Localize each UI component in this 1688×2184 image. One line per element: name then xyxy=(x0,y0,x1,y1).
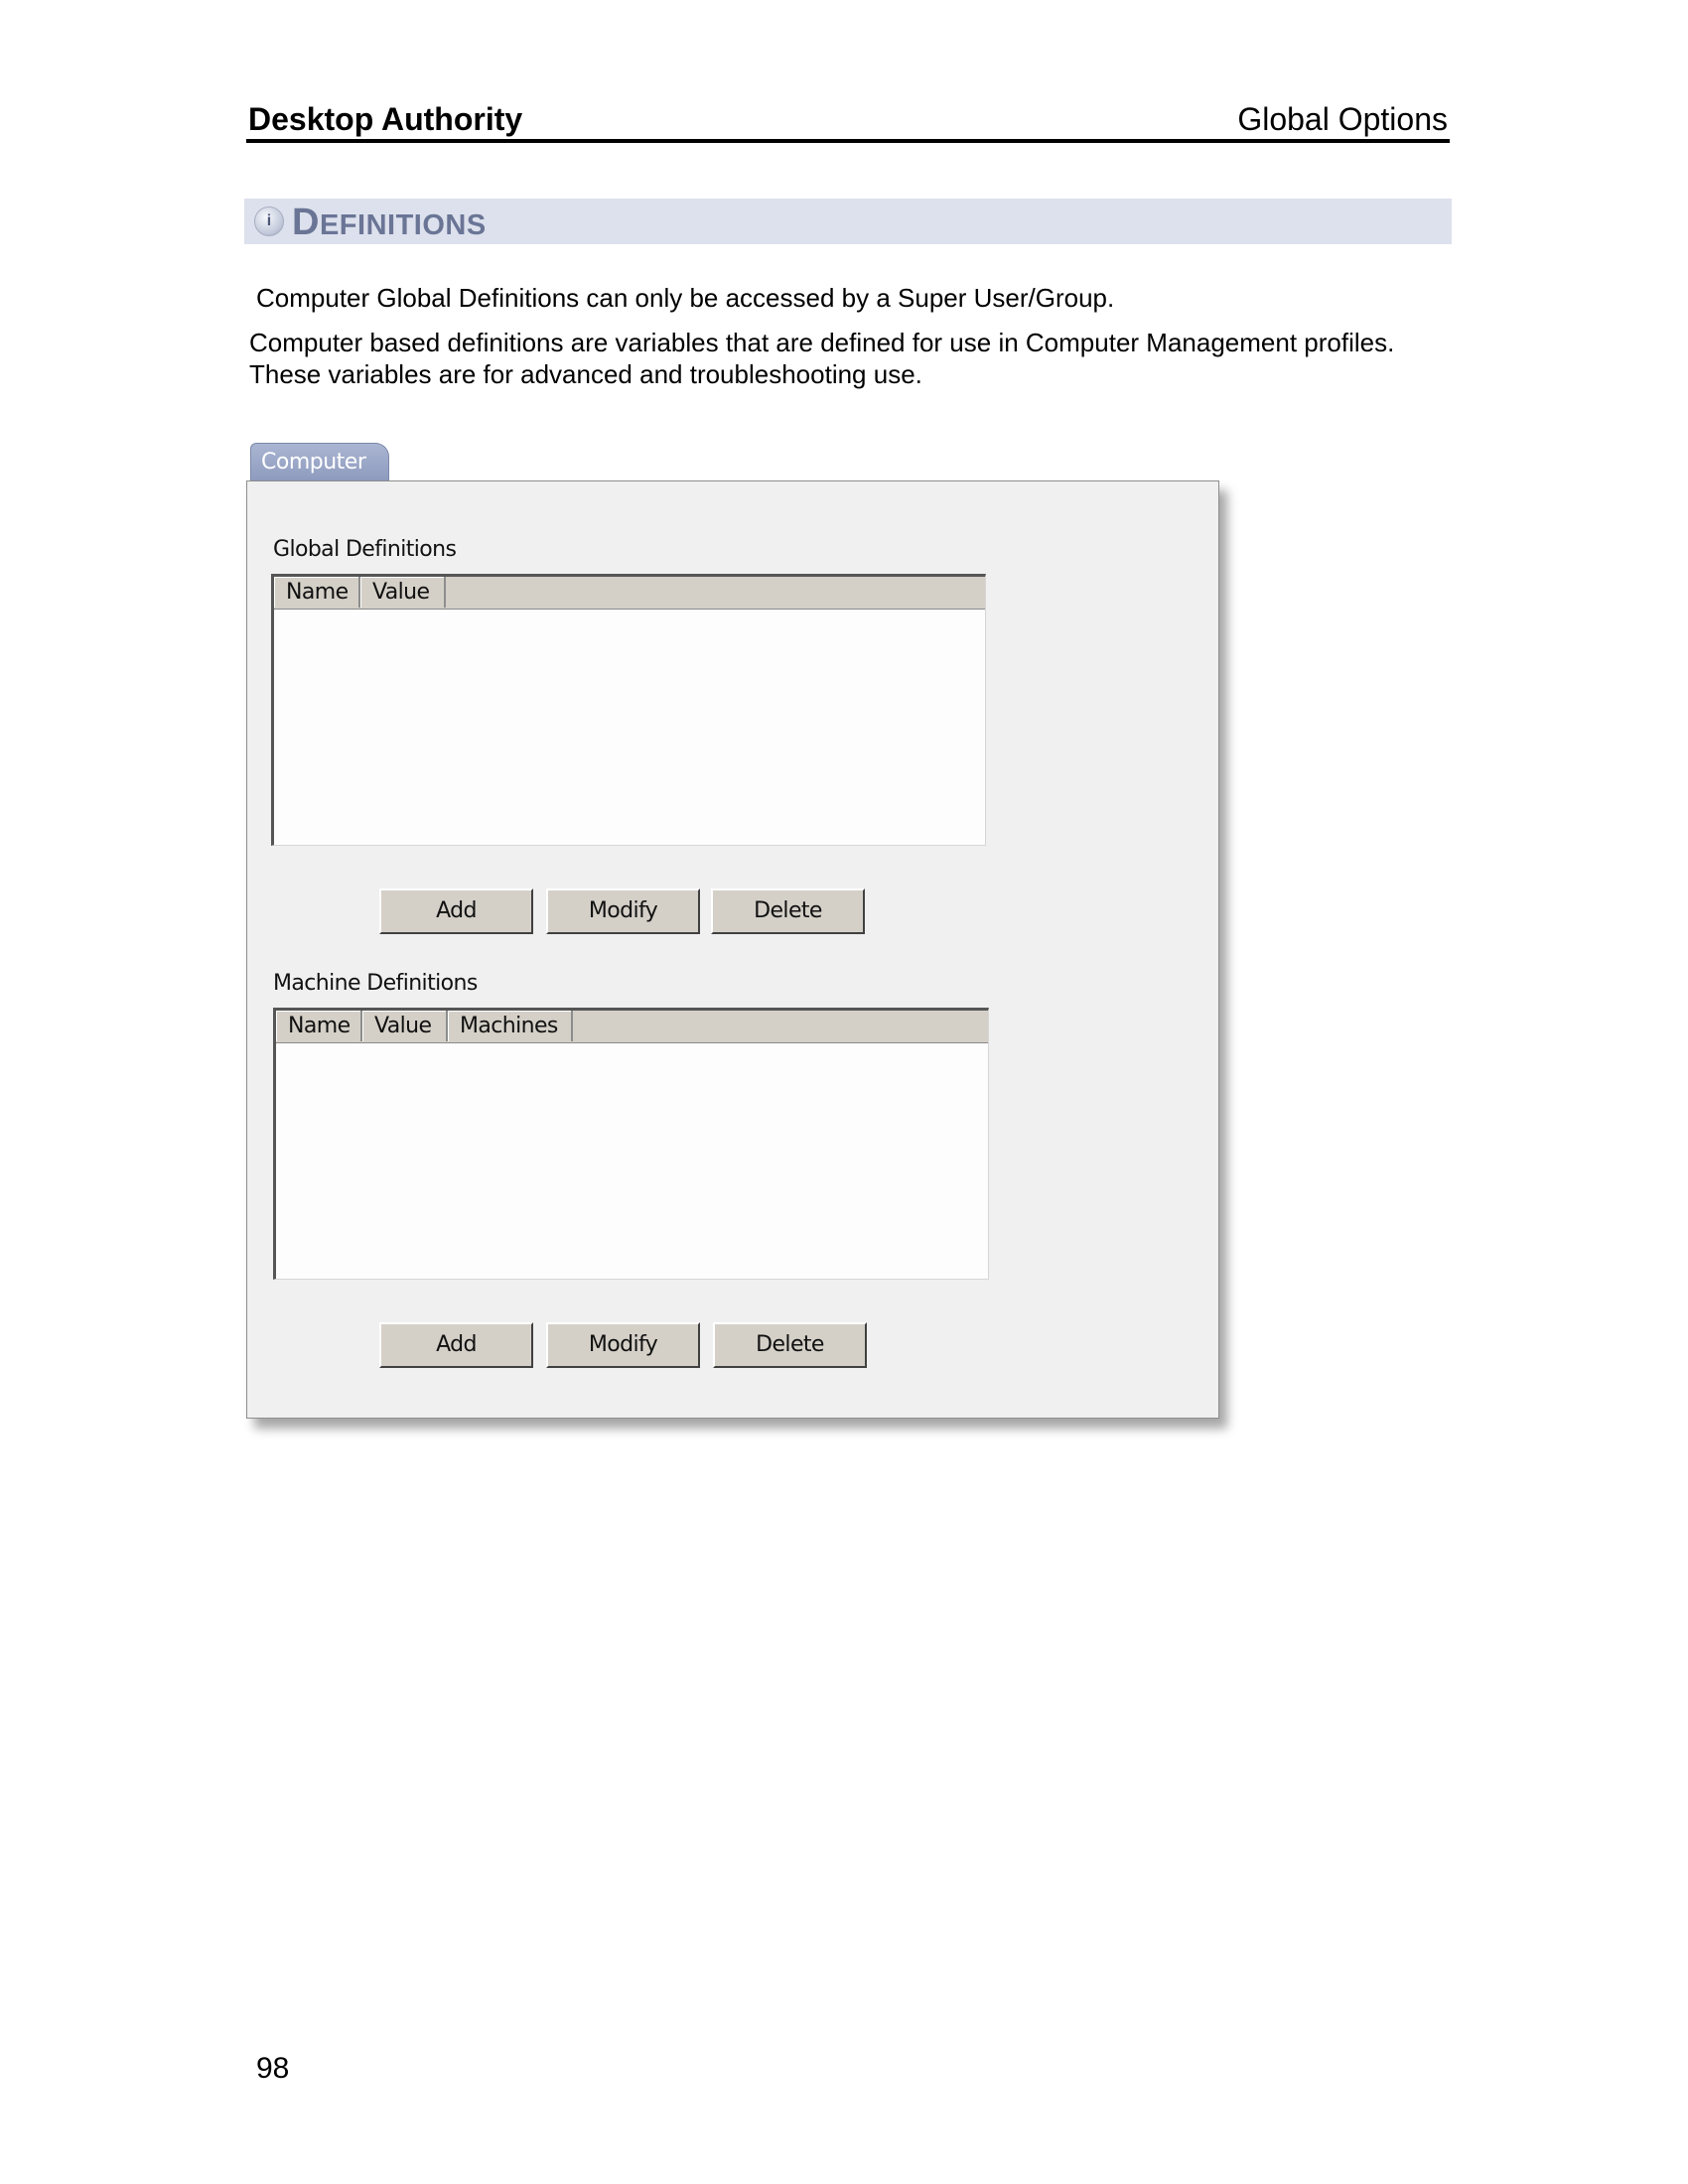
column-header-name[interactable]: Name xyxy=(274,577,360,608)
global-definitions-header xyxy=(274,577,985,610)
machine-modify-button[interactable]: Modify xyxy=(546,1322,700,1368)
computer-tab-panel xyxy=(246,480,1219,1419)
machine-definitions-list[interactable] xyxy=(273,1008,989,1280)
info-icon: i xyxy=(254,206,284,236)
page-number: 98 xyxy=(256,2052,290,2085)
global-add-button[interactable]: Add xyxy=(379,888,533,934)
global-definitions-label: Global Definitions xyxy=(273,537,457,562)
access-note: Computer Global Definitions can only be accessed by a Super User/Group. xyxy=(256,283,1115,313)
definitions-dialog-screenshot xyxy=(246,435,1254,1447)
column-header-name[interactable]: Name xyxy=(276,1011,362,1041)
section-title: DEFINITIONS xyxy=(292,202,487,243)
section-heading xyxy=(244,199,1452,244)
machine-definitions-header xyxy=(276,1011,988,1043)
column-header-machines[interactable]: Machines xyxy=(448,1011,573,1041)
global-definitions-list[interactable] xyxy=(271,574,986,846)
page-header xyxy=(246,99,1450,143)
definitions-description: Computer based definitions are variables that are defined for use in Computer Management profiles. These variables are for advanced and troubleshooting use. xyxy=(249,328,1395,389)
machine-add-button[interactable]: Add xyxy=(379,1322,533,1368)
global-modify-button[interactable]: Modify xyxy=(546,888,700,934)
column-header-value[interactable]: Value xyxy=(360,577,446,608)
machine-definitions-label: Machine Definitions xyxy=(273,971,478,996)
global-delete-button[interactable]: Delete xyxy=(711,888,865,934)
tab-computer[interactable]: Computer xyxy=(250,443,389,480)
column-header-value[interactable]: Value xyxy=(362,1011,448,1041)
chapter-title: Global Options xyxy=(1237,101,1448,137)
document-title: Desktop Authority xyxy=(248,101,523,137)
machine-delete-button[interactable]: Delete xyxy=(713,1322,867,1368)
